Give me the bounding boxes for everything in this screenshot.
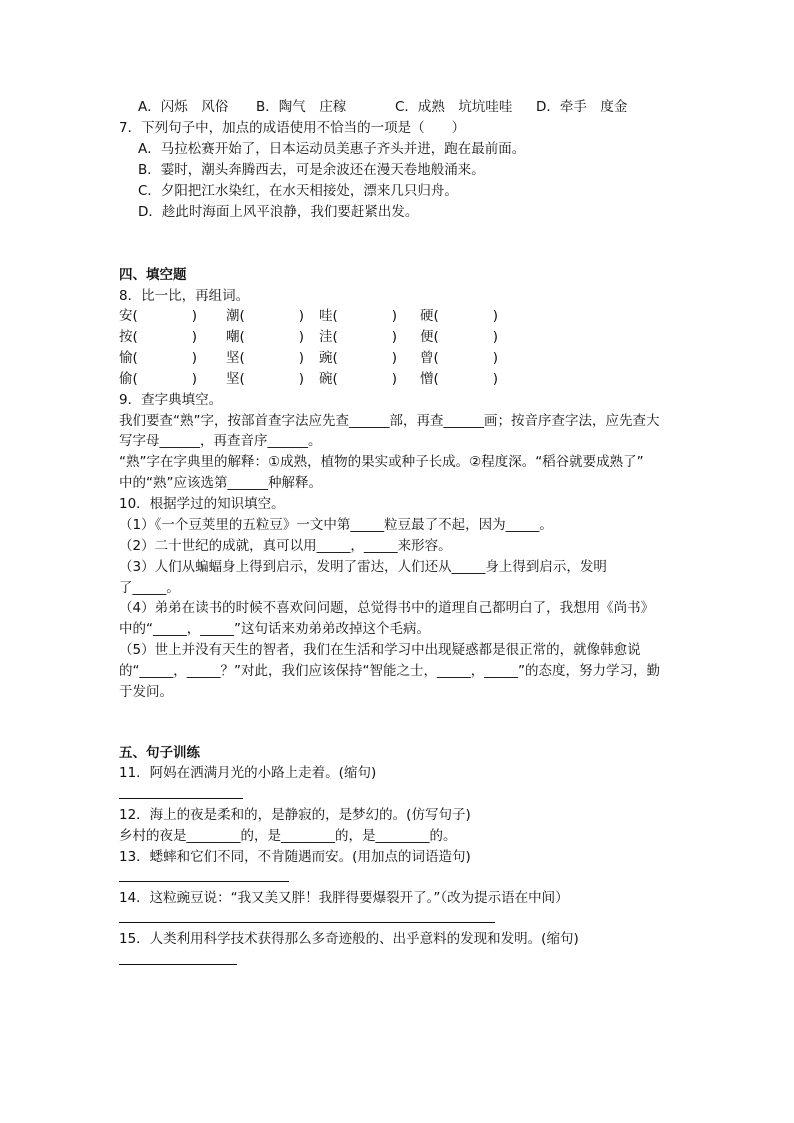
q8-cell: 偷( ) <box>119 371 198 387</box>
q9-line: 我们要查“熟”字，按部首查字法应先查______部，再查______画；按音序查字法，应先查大 <box>119 413 660 429</box>
q8-cell: 坚( ) <box>226 371 305 387</box>
q9-line: 写字母______，再查音序______。 <box>119 433 322 449</box>
q15-text: 15．人类利用科学技术获得那么多奇迹般的、出乎意料的发现和发明。(缩句) <box>119 931 579 947</box>
q8-cell: 曾( ) <box>420 350 499 366</box>
q9-line: “熟”字在字典里的解释：①成熟，植物的果实或种子长成。②程度深。“稻谷就要成熟了” <box>119 454 644 470</box>
q9-line: 中的“熟”应该选第______种解释。 <box>119 475 322 491</box>
q8-cell: 哇( ) <box>319 308 398 324</box>
q8-cell: 安( ) <box>119 308 198 324</box>
q13-text: 13．蟋蟀和它们不同，不肯随遇而安。(用加点的词语造句) <box>119 849 471 865</box>
q10-line: 了_____。 <box>119 580 180 596</box>
q8-cell: 豌( ) <box>319 350 398 366</box>
q8-cell: 按( ) <box>119 329 198 345</box>
q7-option-b: B．霎时，潮头奔腾西去，可是余波还在漫天卷地般涌来。 <box>138 162 485 178</box>
q15-answer-line[interactable] <box>119 964 237 965</box>
q8-cell: 碗( ) <box>319 371 398 387</box>
q14-text: 14．这粒豌豆说：“我又美又胖！我胖得要爆裂开了。”（改为提示语在中间） <box>119 890 569 906</box>
q10-line: （4）弟弟在读书的时候不喜欢问问题，总觉得书中的道理自己都明白了，我想用《尚书》 <box>119 600 655 616</box>
q8-cell: 愉( ) <box>119 350 198 366</box>
q11-answer-line[interactable] <box>119 798 243 799</box>
q8-cell: 洼( ) <box>319 329 398 345</box>
q8-cell: 硬( ) <box>420 308 499 324</box>
q12-text: 12．海上的夜是柔和的，是静寂的，是梦幻的。(仿写句子) <box>119 807 471 823</box>
q10-line: （3）人们从蝙蝠身上得到启示，发明了雷达，人们还从_____身上得到启示，发明 <box>119 559 607 575</box>
q12-fill-line: 乡村的夜是________的，是________的，是________的。 <box>119 828 457 844</box>
section-5-title: 五、句子训练 <box>119 745 200 761</box>
q6-option-b: B．陶气 庄稼 <box>256 99 347 115</box>
q6-option-d: D．牵手 度金 <box>536 99 628 115</box>
q8-cell: 嘲( ) <box>226 329 305 345</box>
q6-option-c: C．成熟 坑坑哇哇 <box>395 99 513 115</box>
q11-text: 11．阿妈在洒满月光的小路上走着。(缩句) <box>119 765 377 781</box>
q7-option-d: D．趁此时海面上风平浪静，我们要赶紧出发。 <box>138 204 419 220</box>
q10-line: 中的“_____，_____”这句话来劝弟弟改掉这个毛病。 <box>119 621 430 637</box>
q8-cell: 憎( ) <box>420 371 499 387</box>
q7-stem: 7．下列句子中，加点的成语使用不恰当的一项是（ ） <box>119 120 466 136</box>
q8-cell: 坚( ) <box>226 350 305 366</box>
q7-option-c: C．夕阳把江水染红，在水天相接处，漂来几只归舟。 <box>138 183 458 199</box>
q14-answer-line[interactable] <box>119 922 495 923</box>
q8-cell: 便( ) <box>420 329 499 345</box>
q7-option-a: A．马拉松赛开始了，日本运动员美惠子齐头并进，跑在最前面。 <box>138 141 526 157</box>
q13-answer-line[interactable] <box>119 881 289 882</box>
q6-option-a: A．闪烁 风俗 <box>138 99 229 115</box>
q8-cell: 潮( ) <box>226 308 305 324</box>
q9-stem: 9．查字典填空。 <box>119 392 223 408</box>
q10-stem: 10．根据学过的知识填空。 <box>119 496 285 512</box>
q10-line: 的“_____，_____？”对此，我们应该保持“智能之士，_____，_____”的态度，努力学习，勤 <box>119 663 660 679</box>
section-4-title: 四、填空题 <box>119 267 187 283</box>
q10-line: 于发问。 <box>119 684 173 700</box>
q10-line: （2）二十世纪的成就，真可以用_____，_____来形容。 <box>119 538 452 554</box>
q10-line: （5）世上并没有天生的智者，我们在生活和学习中出现疑惑都是很正常的，就像韩愈说 <box>119 642 641 658</box>
q8-stem: 8．比一比，再组词。 <box>119 288 250 304</box>
q6-options <box>138 97 627 117</box>
q10-line: （1）《一个豆荚里的五粒豆》一文中第_____粒豆最了不起，因为_____。 <box>119 517 553 533</box>
